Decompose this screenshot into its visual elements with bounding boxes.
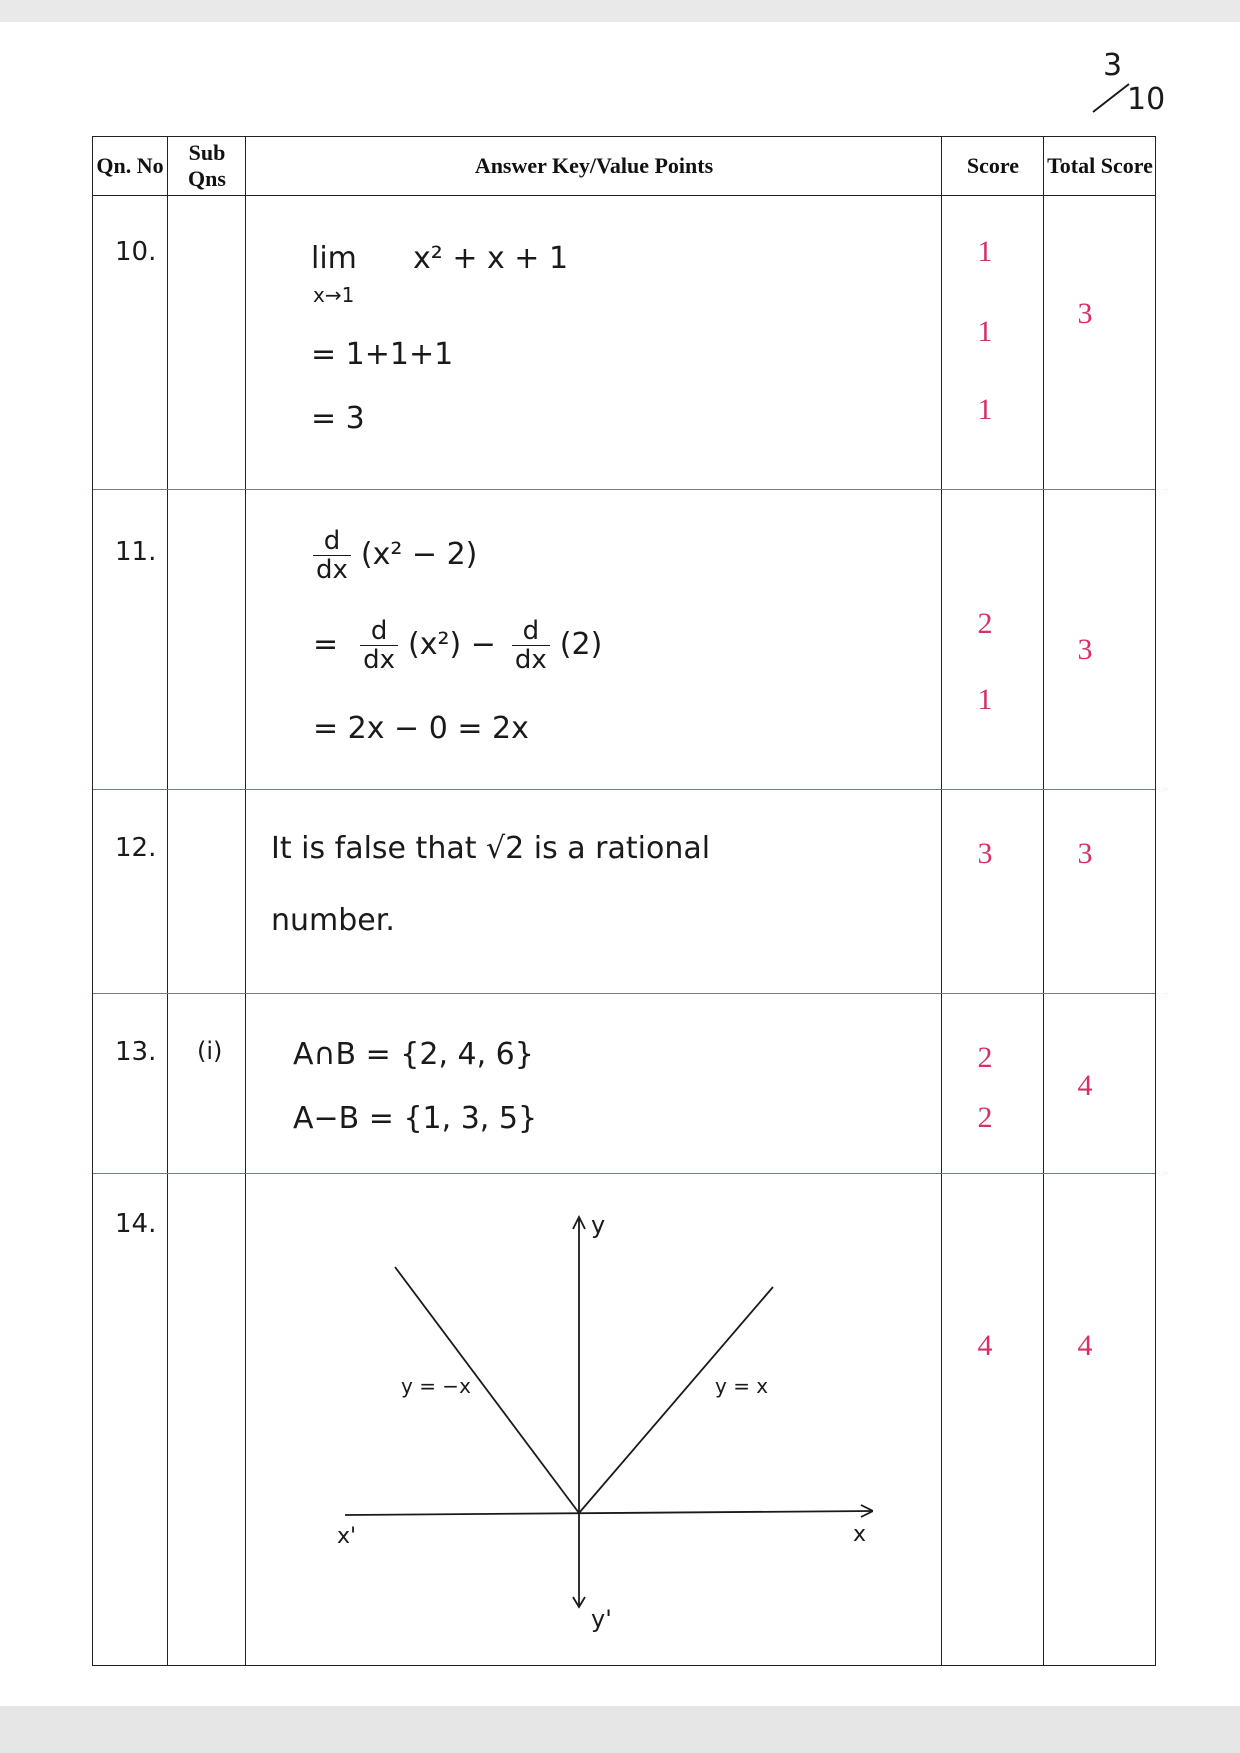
line-label-x: y = x xyxy=(715,1374,769,1398)
grade-out-of: 10 xyxy=(1127,82,1166,117)
column-divider xyxy=(167,137,168,1665)
score-value: 2 xyxy=(977,607,993,640)
total-score-value: 4 xyxy=(1077,1329,1093,1362)
step-line: = 3 xyxy=(311,401,365,436)
answer-key-table xyxy=(92,136,1156,1666)
derivative-expression: $\frac{d}{dx}$ (x² − 2) xyxy=(313,527,477,584)
column-divider xyxy=(941,137,942,1665)
score-value: 2 xyxy=(977,1101,993,1134)
line-y-x xyxy=(579,1287,773,1513)
table-header xyxy=(93,137,1155,196)
row-divider xyxy=(93,789,1155,790)
total-score-value: 3 xyxy=(1077,297,1093,330)
row-divider xyxy=(93,489,1155,490)
answer-line: A−B = {1, 3, 5} xyxy=(293,1101,538,1136)
step-line: = 1+1+1 xyxy=(311,337,454,372)
header-qn-no: Qn. No xyxy=(96,153,164,178)
score-value: 2 xyxy=(977,1041,993,1074)
sub-question: (i) xyxy=(197,1037,223,1065)
score-value: 1 xyxy=(977,235,993,268)
question-number: 12. xyxy=(115,833,157,863)
line-label-neg-x: y = −x xyxy=(401,1374,471,1398)
limit-subscript: x→1 xyxy=(313,283,355,307)
score-value: 1 xyxy=(977,683,993,716)
grade-mark xyxy=(1085,48,1165,128)
row-divider xyxy=(93,1173,1155,1174)
header-sub-qns: Sub Qns xyxy=(188,140,226,191)
score-value: 1 xyxy=(977,393,993,426)
header-score: Score xyxy=(966,153,1020,178)
column-divider xyxy=(1043,137,1044,1665)
limit-expression: x² + x + 1 xyxy=(413,241,569,276)
score-value: 1 xyxy=(977,315,993,348)
column-divider xyxy=(245,137,246,1665)
answer-line: A∩B = {2, 4, 6} xyxy=(293,1037,534,1072)
x-axis-label: x xyxy=(853,1522,867,1547)
derivative-step: = $\frac{d}{dx}$ (x²) − $\frac{d}{dx}$ (2) xyxy=(313,616,603,675)
question-number: 10. xyxy=(115,237,157,267)
scan-edge-top xyxy=(0,0,1240,22)
row-divider xyxy=(93,993,1155,994)
total-score-value: 3 xyxy=(1077,633,1093,666)
answer-line: It is false that √2 is a rational xyxy=(271,831,711,866)
step-line: = 2x − 0 = 2x xyxy=(313,711,529,746)
x-neg-label: x' xyxy=(337,1524,357,1549)
question-number: 14. xyxy=(115,1209,157,1239)
x-axis-line xyxy=(345,1511,873,1515)
question-number: 13. xyxy=(115,1037,157,1067)
header-answer-key: Answer Key/Value Points xyxy=(474,153,714,178)
answer-line: number. xyxy=(271,903,395,938)
header-total-score: Total Score xyxy=(1047,153,1153,178)
grade-earned: 3 xyxy=(1103,48,1123,83)
scan-edge-bottom xyxy=(0,1706,1240,1753)
question-number: 11. xyxy=(115,537,157,567)
score-value: 3 xyxy=(977,837,993,870)
y-axis-label: y xyxy=(591,1211,606,1239)
total-score-value: 3 xyxy=(1077,837,1093,870)
y-neg-label: y' xyxy=(591,1605,612,1633)
total-score-value: 4 xyxy=(1077,1069,1093,1102)
score-value: 4 xyxy=(977,1329,993,1362)
abs-graph xyxy=(333,1207,873,1647)
limit-word: lim xyxy=(311,241,357,276)
